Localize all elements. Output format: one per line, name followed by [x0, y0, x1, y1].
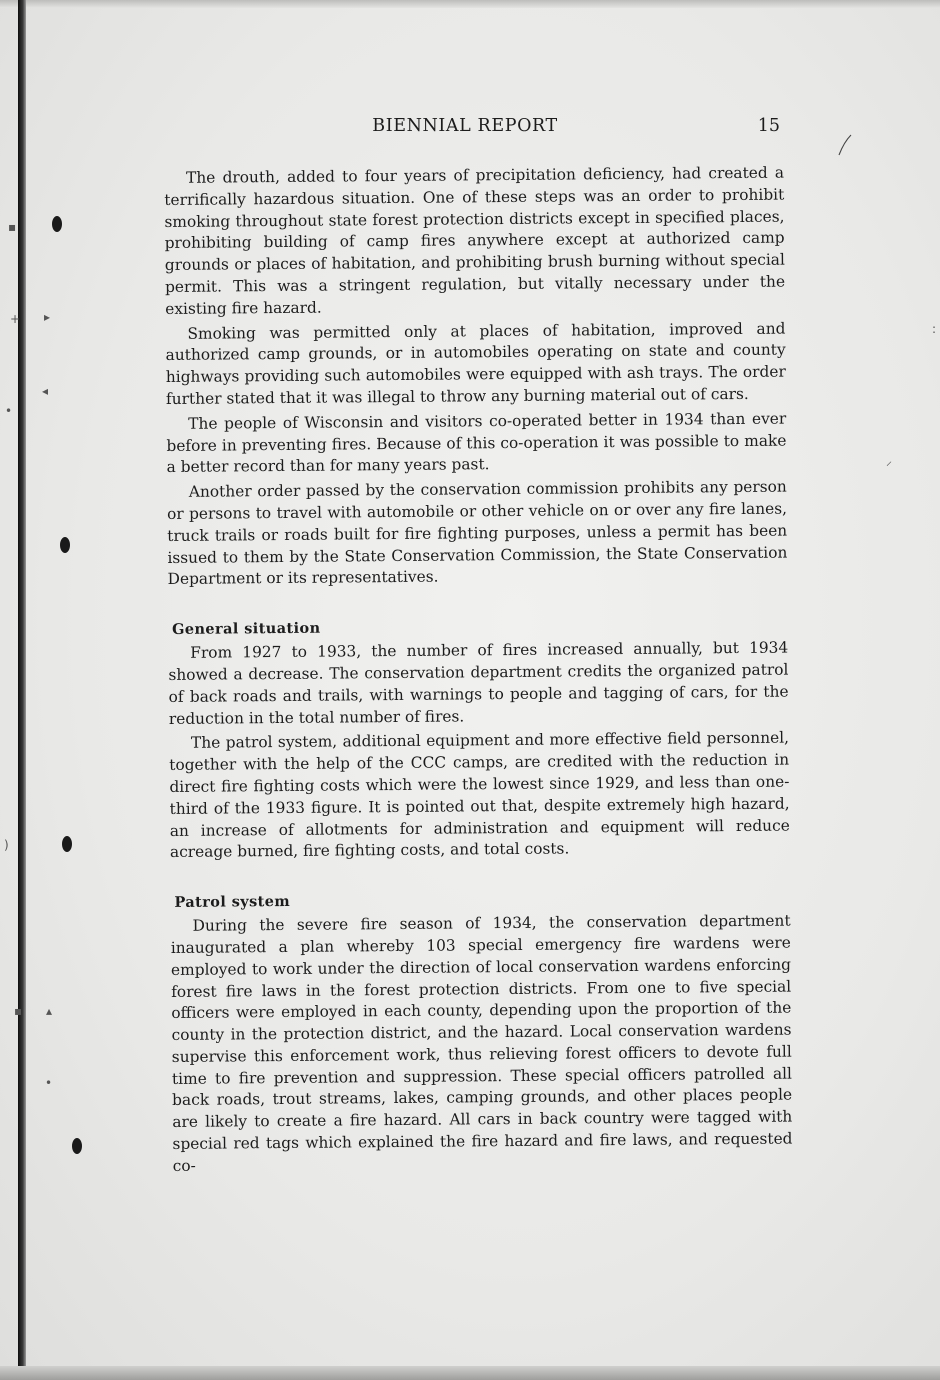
- punch-hole-mark: [52, 216, 62, 232]
- scan-speck-icon: ▪: [14, 1004, 23, 1018]
- scan-speck-icon: ): [4, 838, 9, 852]
- section-heading-patrol-system: Patrol system: [174, 893, 291, 912]
- scan-speck-icon: ▪: [8, 220, 17, 234]
- scan-speck-icon: ▴: [46, 1004, 53, 1018]
- paragraph: From 1927 to 1933, the number of fires increased annually, but 1934 showed a decrease. The conservation department credits the organized patrol of back roads and trails, with warnings to people and tagging of cars, for the reduction in the total number of fires.: [168, 638, 789, 728]
- page-bottom-edge: [0, 1366, 940, 1380]
- scan-speck-icon: •: [5, 404, 13, 418]
- body-text: [164, 163, 793, 1181]
- punch-hole-mark: [72, 1138, 82, 1154]
- page-number: 15: [757, 116, 780, 136]
- scan-speck-icon: ⸝: [886, 454, 893, 468]
- paragraph: Smoking was permitted only at places of habitation, improved and authorized camp grounds, or in automobiles operating on state and county highways providing such automobiles were equipped with ash trays. The order further stated that it was illegal to throw any burning material out of cars.: [165, 319, 786, 408]
- scan-speck-icon: ▸: [44, 310, 51, 324]
- punch-hole-mark: [62, 836, 72, 852]
- page-header: [150, 116, 780, 142]
- paragraph: During the severe fire season of 1934, the conservation department inaugurated a plan whereby 103 special emergency fire wardens were employed to work under the direction of local conservation wardens enforcing forest fire laws in the forest protection districts. From one to five special officers were employed in each county, depending upon the proportion of the county in the protection district, and the hazard. Local conservation wardens supervise this enforcement work, thus relieving forest officers to devote full time to fire prevention and suppression. These special officers patrolled all back roads, trout streams, lakes, camping grounds, and other places people are likely to create a fire hazard. All cars in back country were tagged with special red tags which explained the fire hazard and fire laws, and requested co-: [170, 911, 793, 1175]
- running-title: BIENNIAL REPORT: [372, 116, 558, 136]
- scan-speck-icon: •: [45, 1076, 53, 1090]
- paragraph: Another order passed by the conservation commission prohibits any person or persons to travel with automobile or other vehicle on or over any fire lanes, truck trails or roads built for fire fighting purposes, unless a permit has been issued to them by the State Conservation Commission, the State Conservation Department or its representatives.: [166, 477, 788, 589]
- page-binding-edge: [18, 0, 26, 1380]
- section-heading-general-situation: General situation: [171, 619, 321, 639]
- scan-speck-icon: ◂: [42, 384, 49, 398]
- paragraph: The drouth, added to four years of precipitation deficiency, had created a terrifically hazardous situation. One of these steps was an order to prohibit smoking throughout state forest protection districts except in specified places, prohibiting building of camp fires anywhere except at authorized camp grounds or places of habitation, and prohibiting brush burning without special permit. This was a stringent regulation, but vitally necessary under the existing fire hazard.: [164, 163, 786, 318]
- page-top-edge: [0, 0, 940, 8]
- scan-speck-icon: +: [10, 312, 21, 326]
- punch-hole-mark: [60, 537, 70, 553]
- scan-speck-icon: :: [932, 322, 937, 336]
- paragraph: The people of Wisconsin and visitors co-operated better in 1934 than ever before in preventing fires. Because of this co-operation it was possible to make a better record than for many years past.: [166, 409, 787, 477]
- paragraph: The patrol system, additional equipment and more effective field personnel, together with the help of the CCC camps, are credited with the reduction in direct fire fighting costs which were the lowest since 1929, and less than one-third of the 1933 figure. It is pointed out that, despite extremely high hazard, an increase of allotments for administration and equipment will reduce acreage burned, fire fighting costs, and total costs.: [169, 728, 790, 862]
- pencil-tick-mark-icon: [838, 134, 852, 156]
